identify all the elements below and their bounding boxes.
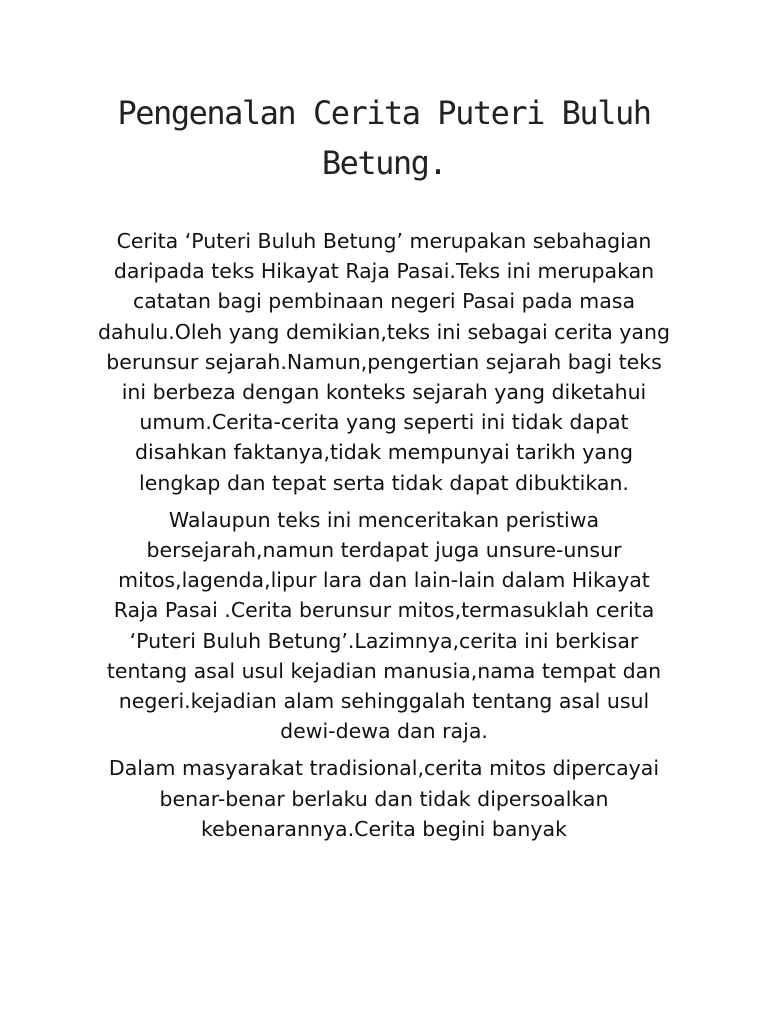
- document-body: [94, 226, 674, 851]
- paragraph-1: Cerita ‘Puteri Buluh Betung’ merupakan sebahagian daripada teks Hikayat Raja Pasai.Teks ini merupakan catatan bagi pembinaan negeri Pasai pada masa dahulu.Oleh yang demikian,teks ini sebagai cerita yang berunsur sejarah.Namun,pengertian sejarah bagi teks ini berbeza dengan konteks sejarah yang diketahui umum.Cerita-cerita yang seperti ini tidak dapat disahkan faktanya,tidak mempunyai tarikh yang lengkap dan tepat serta tidak dapat dibuktikan.: [98, 229, 670, 495]
- paragraph-3: Dalam masyarakat tradisional,cerita mitos dipercayai benar-benar berlaku dan tidak dipersoalkan kebenarannya.Cerita begini banyak: [108, 756, 660, 841]
- page-title: Pengenalan Cerita Puteri Buluh Betung.: [117, 94, 651, 182]
- paragraph-2: Walaupun teks ini menceritakan peristiwa bersejarah,namun terdapat juga unsure-unsur mitos,lagenda,lipur lara dan lain-lain dalam Hikayat Raja Pasai .Cerita berunsur mitos,termasuklah cerita ‘Puteri Buluh Betung’.Lazimnya,cerita ini berkisar tentang asal usul kejadian manusia,nama tempat dan negeri.kejadian alam sehinggalah tentang asal usul dewi-dewa dan raja.: [106, 507, 662, 744]
